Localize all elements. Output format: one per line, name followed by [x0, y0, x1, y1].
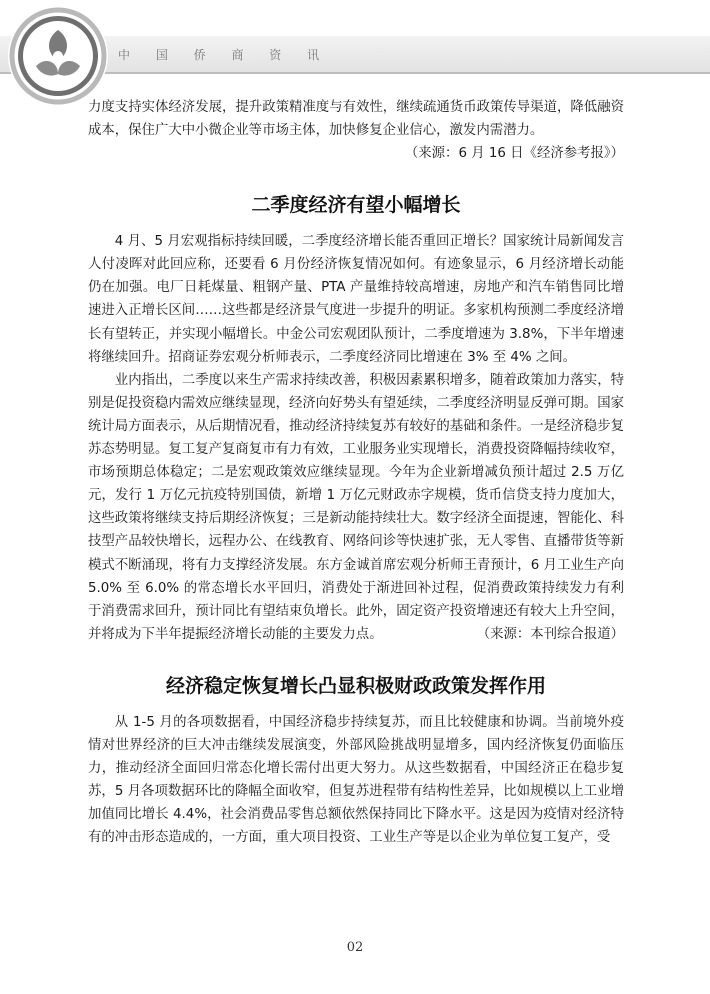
article-1-paragraph-2-text: 业内指出，二季度以来生产需求持续改善，积极因素累积增多，随着政策加力落实，特别是促投资稳内需效应继续显现，经济向好势头有望延续，二季度经济明显反弹可期。国家统计局方面表示，从后期情况看，推动经济持续复苏有较好的基础和条件。一是经济稳步复苏态势明显。复工复产复商复市有力有效，工业服务业实现增长，消费投资降幅持续收窄，市场预期总体稳定；二是宏观政策效应继续显现。今年为企业新增减负预计超过 2.5 万亿元，发行 1 万亿元抗疫特别国债，新增 1 万亿元财政赤字规模，货币信贷支持力度加大，这些政策将继续支持后期经济恢复；三是新动能持续壮大。数字经济全面提速，智能化、科技型产品较快增长，远程办公、在线教育、网络问诊等快速扩张，无人零售、直播带货等新模式不断涌现，将有力支撑经济发展。东方金诚首席宏观分析师王青预计，6 月工业生产向 5.0% 至 6.0% 的常态增长水平回归，消费处于渐进回补过程，促消费政策持续发力有利于消费需求回升，预计同比有望结束负增长。此外，固定资产投资增速还有较大上升空间，并将成为下半年提振经济增长动能的主要发力点。: [88, 372, 624, 642]
article-2-paragraph-1: 从 1-5 月的各项数据看，中国经济稳步持续复苏，而且比较健康和协调。当前境外疫情对世界经济的巨大冲击继续发展演变，外部风险挑战明显增多，国内经济恢复仍面临压力，推动经济全面回归常态化增长需付出更大努力。从这些数据看，中国经济正在稳步复苏，5 月各项数据环比的降幅全面收窄，但复苏进程带有结构性差异，比如规模以上工业增加值同比增长 4.4%，社会消费品零售总额依然保持同比下降水平。这是因为疫情对经济特有的冲击形态造成的，一方面，重大项目投资、工业生产等是以企业为单位复工复产，受: [88, 714, 624, 846]
intro-source: （来源：6 月 16 日《经济参考报》）: [404, 146, 624, 162]
logo-emblem-icon: [6, 4, 110, 108]
header-section-title: 中 国 侨 商 资 讯: [118, 48, 331, 62]
page-content: [88, 96, 624, 849]
intro-tail-paragraph: 力度支持实体经济发展，提升政策精准度与有效性，继续疏通货币政策传导渠道，降低融资成本，保住广大中小微企业等市场主体，加快修复企业信心，激发内需潜力。: [88, 100, 624, 139]
article-1-paragraph-2: [88, 369, 624, 646]
article-1-title: 二季度经济有望小幅增长: [251, 194, 461, 217]
page-number: 02: [346, 940, 364, 955]
article-2-title: 经济稳定恢复增长凸显积极财政政策发挥作用: [165, 674, 546, 697]
article-1-source: （来源：本刊综合报道）: [476, 626, 624, 642]
article-1-paragraph-1: 4 月、5 月宏观指标持续回暖，二季度经济增长能否重回正增长？国家统计局新闻发言人付凌晖对此回应称，还要看 6 月份经济恢复情况如何。有迹象显示，6 月经济增长动能仍在加强。电厂日耗煤量、粗钢产量、PTA 产量维持较高增速，房地产和汽车销售同比增速进入正增长区间……这些都是经济景气度进一步提升的明证。多家机构预测二季度经济增长有望转正，并实现小幅增长。中金公司宏观团队预计，二季度增速为 3.8%，下半年增速将继续回升。招商证券宏观分析师表示，二季度经济同比增速在 3% 至 4% 之间。: [88, 234, 624, 365]
